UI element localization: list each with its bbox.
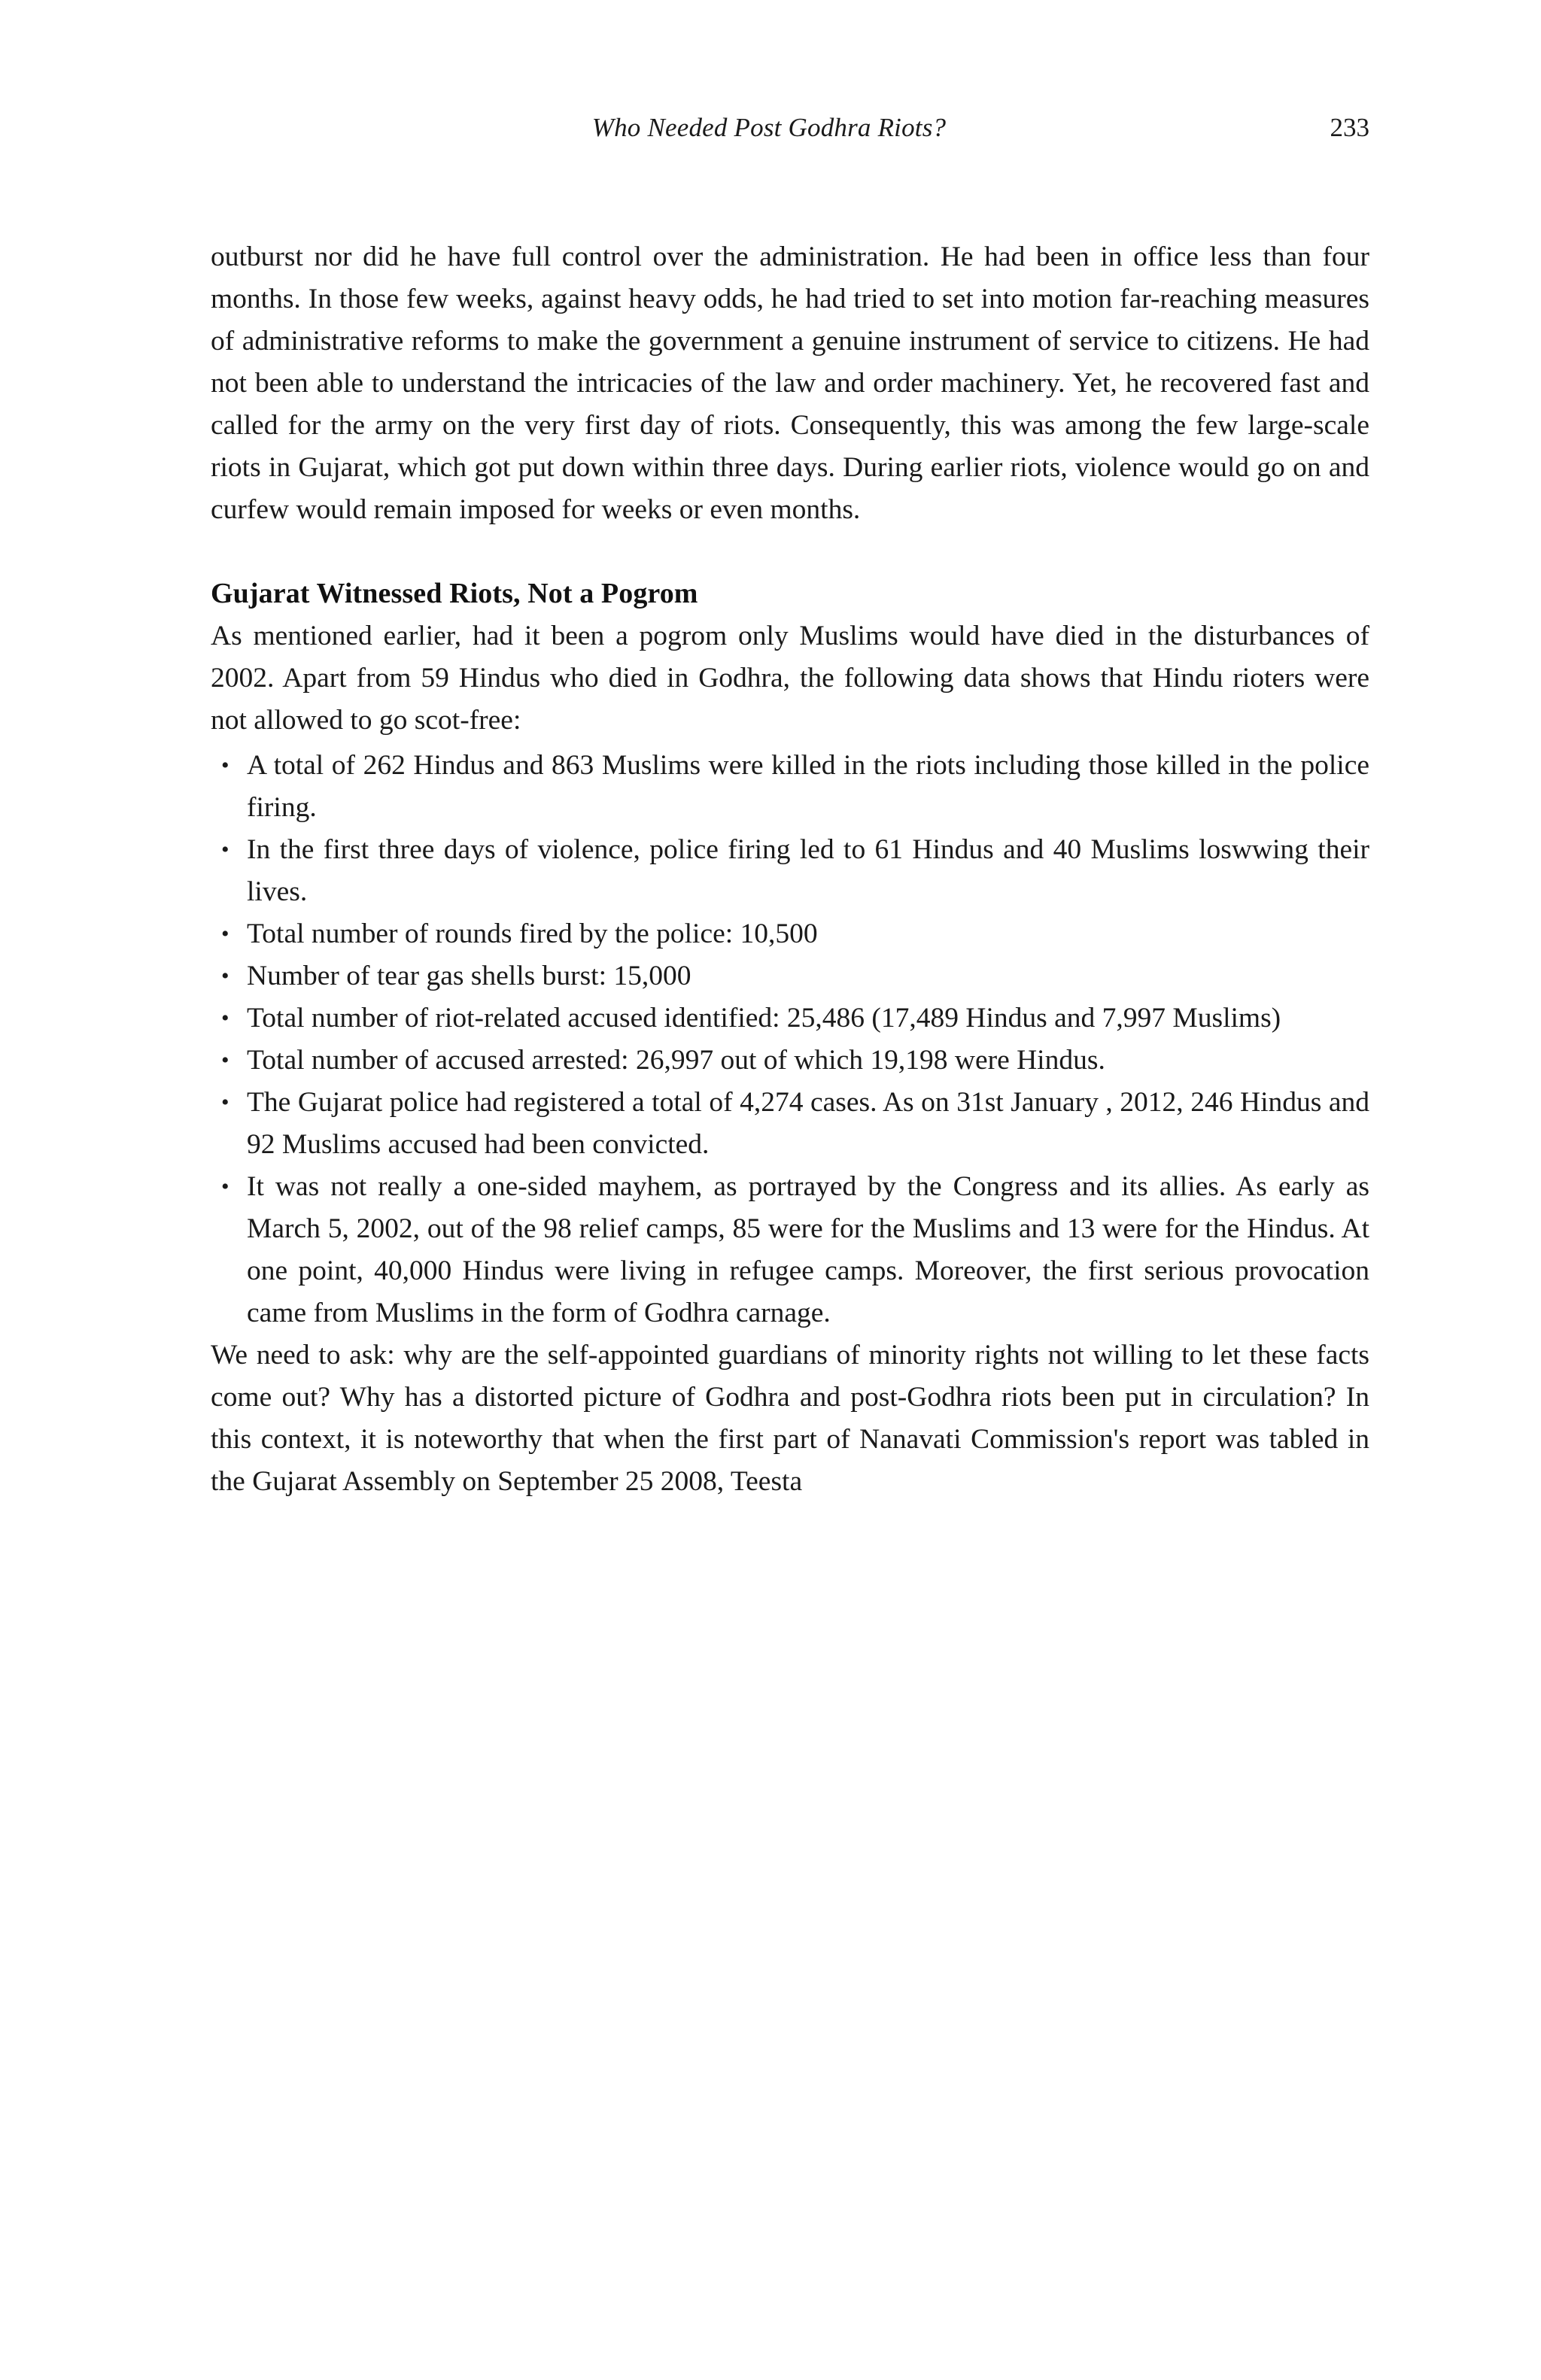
list-item-text: The Gujarat police had registered a total of 4,274 cases. As on 31st January , 2012, 246 Hindus and 92 Muslims accused had been convicted. xyxy=(247,1087,1369,1160)
bullet-icon: • xyxy=(221,1006,229,1031)
list-item-text: A total of 262 Hindus and 863 Muslims were killed in the riots including those killed in the police firing. xyxy=(247,750,1369,823)
list-item-text: Total number of riot-related accused identified: 25,486 (17,489 Hindus and 7,997 Muslims) xyxy=(247,1003,1281,1034)
paragraph-continuation: outburst nor did he have full control over the administration. He had been in office less than four months. In those few weeks, against heavy odds, he had tried to set into motion far-reaching measures of administrative reforms to make the government a genuine instrument of service to citizens. He had not been able to understand the intricacies of the law and order machinery. Yet, he recovered fast and called for the army on the very first day of riots. Consequently, this was among the few large-scale riots in Gujarat, which got put down within three days. During earlier riots, violence would go on and curfew would remain imposed for weeks or even months. xyxy=(211,241,1369,525)
list-item-text: Total number of rounds fired by the police: 10,500 xyxy=(247,918,818,949)
list-item xyxy=(211,955,1369,997)
bullet-icon: • xyxy=(221,1090,229,1115)
section-heading: Gujarat Witnessed Riots, Not a Pogrom xyxy=(211,578,698,609)
running-head-title: Who Needed Post Godhra Riots? xyxy=(591,113,947,142)
list-item xyxy=(211,1040,1369,1082)
list-item xyxy=(211,997,1369,1040)
bullet-icon: • xyxy=(221,837,229,862)
page-content xyxy=(211,113,1369,1503)
list-item-text: Total number of accused arrested: 26,997 out of which 19,198 were Hindus. xyxy=(247,1045,1105,1076)
list-item-text: Number of tear gas shells burst: 15,000 xyxy=(247,961,691,991)
list-item-text: In the first three days of violence, police firing led to 61 Hindus and 40 Muslims loswwing their lives. xyxy=(247,834,1369,907)
list-item xyxy=(211,1082,1369,1166)
bullet-icon: • xyxy=(221,1174,229,1199)
bullet-icon: • xyxy=(221,753,229,778)
list-item xyxy=(211,829,1369,913)
list-item xyxy=(211,1166,1369,1334)
bullet-icon: • xyxy=(221,964,229,988)
list-item xyxy=(211,745,1369,829)
paragraph-intro: As mentioned earlier, had it been a pogrom only Muslims would have died in the disturbances of 2002. Apart from 59 Hindus who died in Godhra, the following data shows that Hindu rioters were not allowed to go scot-free: xyxy=(211,621,1369,736)
list-item-text: It was not really a one-sided mayhem, as portrayed by the Congress and its allies. As early as March 5, 2002, out of the 98 relief camps, 85 were for the Muslims and 13 were for the Hindus. At one point, 40,000 Hindus were living in refugee camps. Moreover, the first serious provocation came from Muslims in the form of Godhra carnage. xyxy=(247,1171,1369,1328)
list-item xyxy=(211,913,1369,955)
body-text-block xyxy=(211,236,1369,1503)
bullet-icon: • xyxy=(221,921,229,946)
facts-bullet-list xyxy=(211,745,1369,1334)
running-head xyxy=(211,113,1369,167)
page-number: 233 xyxy=(1330,113,1369,142)
bullet-icon: • xyxy=(221,1048,229,1073)
paragraph-closing: We need to ask: why are the self-appointed guardians of minority rights not willing to let these facts come out? Why has a distorted picture of Godhra and post-Godhra riots been put in circulation? In this context, it is noteworthy that when the first part of Nanavati Commission's report was tabled in the Gujarat Assembly on September 25 2008, Teesta xyxy=(211,1340,1369,1497)
